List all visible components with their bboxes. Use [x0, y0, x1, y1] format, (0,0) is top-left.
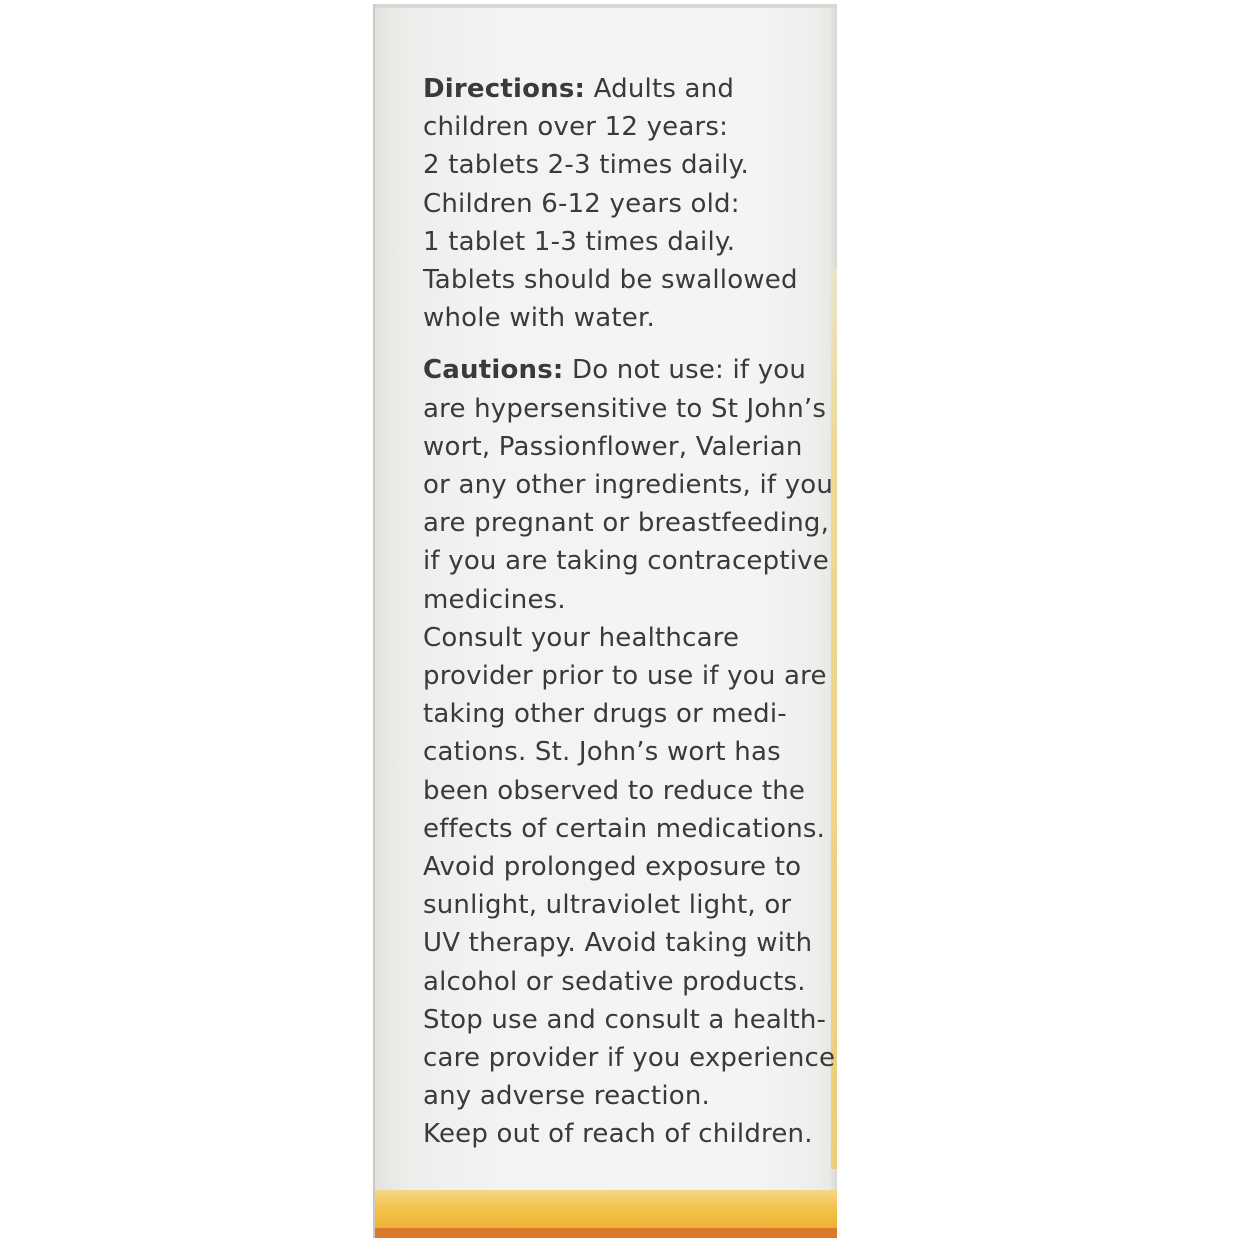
cautions-line: Stop use and consult a health- [423, 1004, 827, 1035]
cautions-line: effects of certain medications. [423, 813, 826, 844]
box-top-edge [375, 4, 837, 8]
cautions-line: any adverse reaction. [423, 1081, 710, 1112]
product-box-side-panel [373, 4, 837, 1238]
cautions-line: care provider if you experience [423, 1043, 836, 1074]
cautions-line: alcohol or sedative products. [423, 966, 806, 997]
cautions-line: Keep out of reach of children. [423, 1119, 813, 1150]
directions-line-text: Adults and [585, 74, 735, 104]
cautions-line: taking other drugs or medi- [423, 699, 787, 730]
cautions-line: cations. St. John’s wort has [423, 737, 781, 768]
cautions-line: Avoid prolonged exposure to [423, 852, 802, 883]
cautions-line: UV therapy. Avoid taking with [423, 928, 813, 959]
directions-line-1 [423, 70, 837, 108]
cautions-paragraph [423, 351, 837, 1153]
directions-heading: Directions: [423, 74, 586, 104]
cautions-line-text: Do not use: if you [563, 355, 807, 386]
cautions-line: are hypersensitive to St John’s [423, 393, 827, 424]
cautions-heading: Cautions: [423, 355, 564, 386]
directions-line: children over 12 years: [423, 112, 729, 143]
cautions-line: wort, Passionflower, Valerian [423, 431, 803, 462]
directions-line: Children 6-12 years old: [423, 188, 740, 219]
box-bottom-red-edge [375, 1228, 837, 1238]
directions-line: 2 tablets 2-3 times daily. [423, 150, 749, 181]
cautions-line: sunlight, ultraviolet light, or [423, 890, 792, 921]
directions-line: Tablets should be swallowed [423, 265, 798, 296]
directions-line: whole with water. [423, 303, 655, 334]
directions-paragraph [423, 70, 837, 337]
cautions-line-1 [423, 351, 837, 389]
cautions-line: been observed to reduce the [423, 775, 806, 806]
label-text-block [423, 70, 837, 1154]
cautions-line: or any other ingredients, if you [423, 470, 834, 501]
cautions-line: if you are taking contraceptive [423, 546, 829, 577]
directions-line: 1 tablet 1-3 times daily. [423, 226, 736, 257]
cautions-line: Consult your healthcare [423, 622, 740, 653]
cautions-line: medicines. [423, 584, 566, 615]
cautions-line: are pregnant or breastfeeding, [423, 508, 830, 539]
cautions-line: provider prior to use if you are [423, 661, 827, 692]
